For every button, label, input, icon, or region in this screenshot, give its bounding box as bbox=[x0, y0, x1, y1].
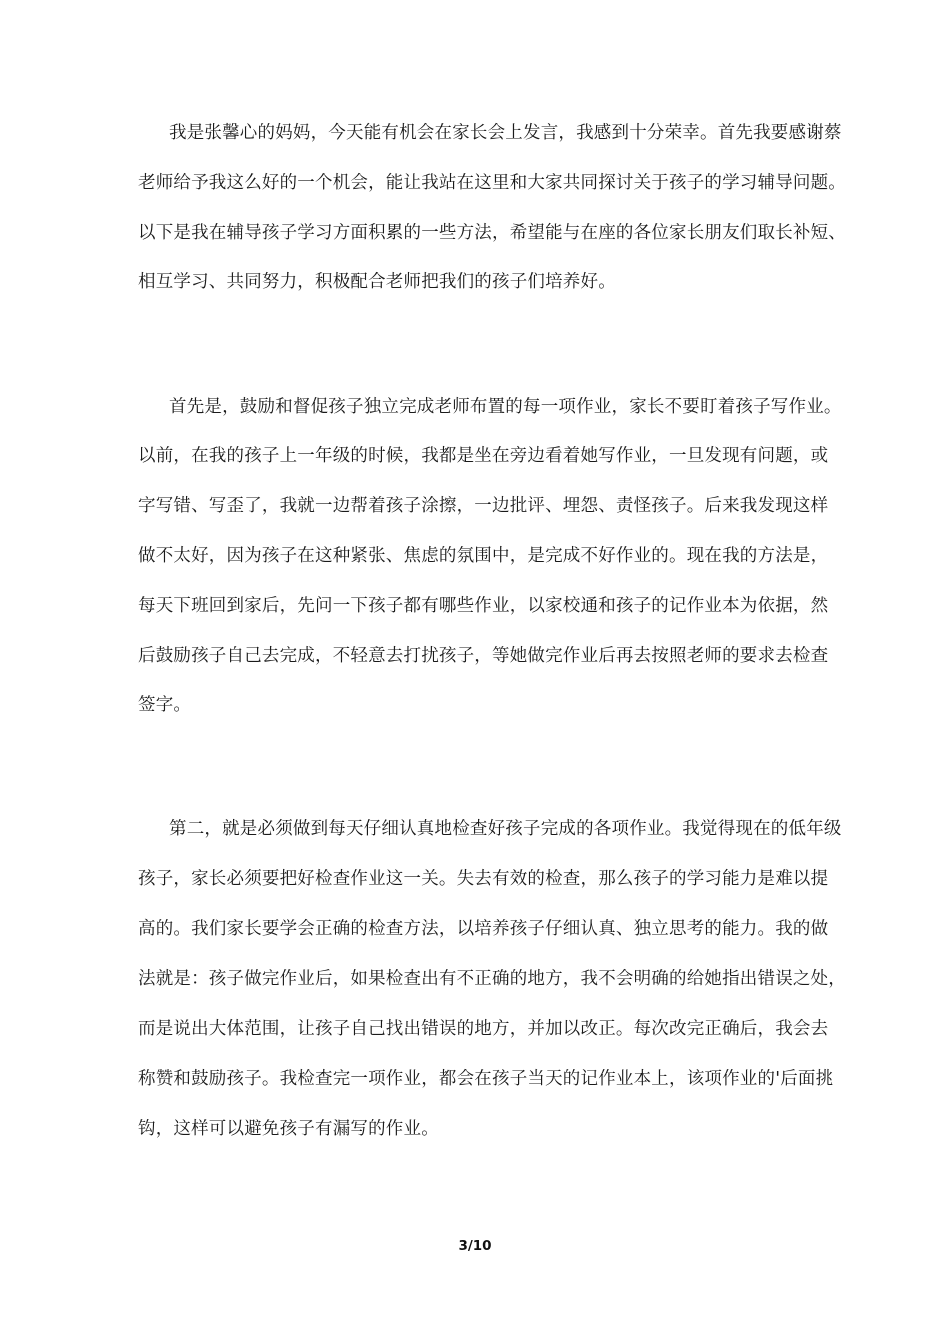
paragraph-line: 首先是，鼓励和督促孩子独立完成老师布置的每一项作业，家长不要盯着孩子写作业。 bbox=[169, 397, 842, 417]
paragraph-line: 做不太好，因为孩子在这种紧张、焦虑的氛围中，是完成不好作业的。现在我的方法是， bbox=[138, 546, 829, 566]
paragraph-line: 老师给予我这么好的一个机会，能让我站在这里和大家共同探讨关于孩子的学习辅导问题。 bbox=[138, 173, 846, 193]
paragraph-line: 字写错、写歪了，我就一边帮着孩子涂擦，一边批评、埋怨、责怪孩子。后来我发现这样 bbox=[138, 496, 829, 516]
paragraph-line: 以前，在我的孩子上一年级的时候，我都是坐在旁边看着她写作业，一旦发现有问题，或 bbox=[138, 446, 829, 466]
paragraph-line: 法就是：孩子做完作业后，如果检查出有不正确的地方，我不会明确的给她指出错误之处， bbox=[138, 969, 846, 989]
paragraph-line: 签字。 bbox=[138, 695, 192, 715]
paragraph-line: 高的。我们家长要学会正确的检查方法，以培养孩子仔细认真、独立思考的能力。我的做 bbox=[138, 919, 829, 939]
paragraph-line: 我是张馨心的妈妈，今天能有机会在家长会上发言，我感到十分荣幸。首先我要感谢蔡 bbox=[169, 123, 842, 143]
page-number: 3/10 bbox=[458, 1238, 492, 1254]
paragraph-line: 相互学习、共同努力，积极配合老师把我们的孩子们培养好。 bbox=[138, 272, 616, 292]
paragraph-line: 孩子，家长必须要把好检查作业这一关。失去有效的检查，那么孩子的学习能力是难以提 bbox=[138, 869, 829, 889]
paragraph-line: 每天下班回到家后，先问一下孩子都有哪些作业，以家校通和孩子的记作业本为依据，然 bbox=[138, 596, 829, 616]
paragraph-line: 以下是我在辅导孩子学习方面积累的一些方法，希望能与在座的各位家长朋友们取长补短、 bbox=[138, 223, 846, 243]
paragraph-line: 第二，就是必须做到每天仔细认真地检查好孩子完成的各项作业。我觉得现在的低年级 bbox=[169, 819, 842, 839]
paragraph-line: 而是说出大体范围，让孩子自己找出错误的地方，并加以改正。每次改完正确后，我会去 bbox=[138, 1019, 829, 1039]
paragraph-line: 后鼓励孩子自己去完成，不轻意去打扰孩子，等她做完作业后再去按照老师的要求去检查 bbox=[138, 646, 829, 666]
paragraph-line: 称赞和鼓励孩子。我检查完一项作业，都会在孩子当天的记作业本上，该项作业的'后面挑 bbox=[138, 1069, 834, 1089]
paragraph-line: 钩，这样可以避免孩子有漏写的作业。 bbox=[138, 1119, 439, 1139]
